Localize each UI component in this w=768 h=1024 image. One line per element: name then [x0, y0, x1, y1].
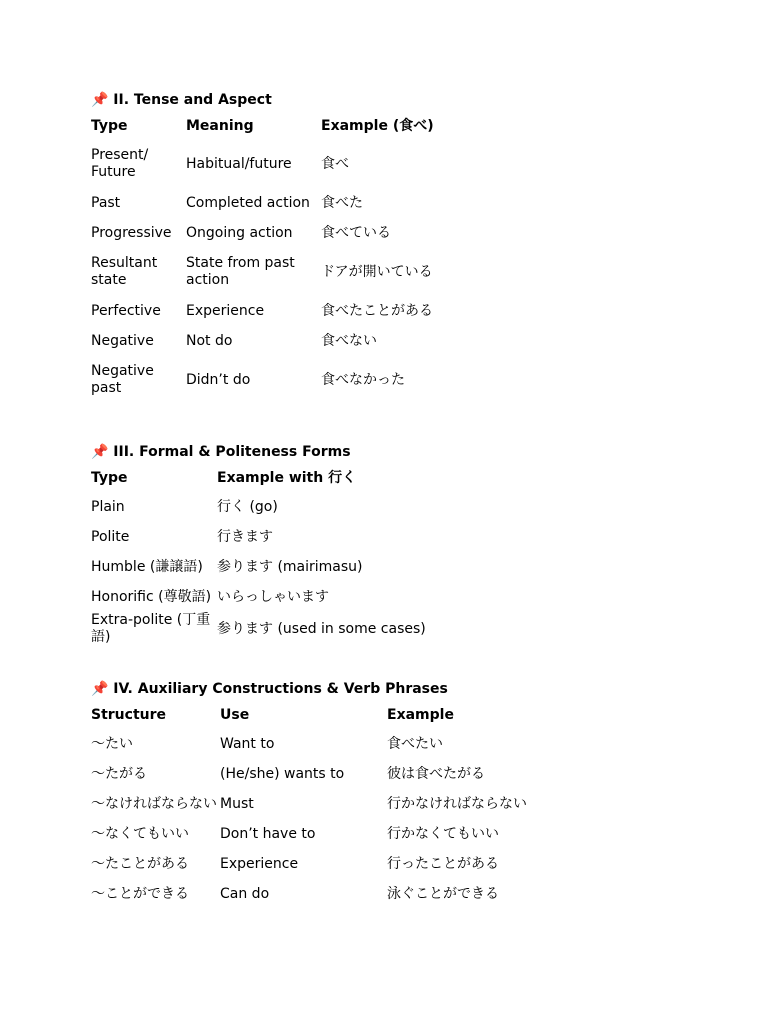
table-row [91, 552, 477, 582]
table-cell: Completed action [186, 194, 310, 211]
table-cell: Honorific (尊敬語) [91, 588, 212, 605]
section-title-auxiliary: 📌 IV. Auxiliary Constructions & Verb Phrases [91, 681, 448, 697]
table-cell: 行きます [217, 528, 273, 545]
table-cell: 〜たがる [91, 765, 147, 782]
table-cell: 行ったことがある [387, 855, 499, 872]
table-row [91, 582, 477, 612]
table-cell: Resultant state [91, 255, 158, 288]
column-header: Structure [91, 707, 167, 723]
table-cell: Didn’t do [186, 371, 251, 388]
column-header: Example (食べ) [321, 118, 434, 134]
table-cell: Negative [91, 332, 154, 349]
table-cell: Negative past [91, 363, 154, 396]
table-row [91, 140, 521, 188]
table-cell: 食べなかった [321, 371, 405, 388]
table-cell: 食べた [321, 194, 363, 211]
table-cell: 食べたことがある [321, 302, 433, 319]
table-cell: 〜たことがある [91, 855, 189, 872]
table-cell: Extra-polite (丁重語) [91, 612, 211, 645]
table-row [91, 522, 477, 552]
column-header: Type [91, 118, 128, 134]
table-cell: Not do [186, 332, 233, 349]
table-cell: 食べたい [387, 735, 443, 752]
table-cell: Polite [91, 528, 130, 545]
table-cell: Ongoing action [186, 224, 293, 241]
table-header-row [91, 707, 537, 729]
table-cell: 行かなくてもいい [387, 825, 499, 842]
table-cell: 〜たい [91, 735, 133, 752]
table-cell: 食べ [321, 155, 349, 172]
table-cell: Habitual/future [186, 155, 292, 172]
table-cell: Must [220, 795, 254, 812]
table-row [91, 612, 477, 646]
table-cell: Present/ Future [91, 147, 149, 180]
auxiliary-table [91, 707, 537, 909]
table-cell: 〜なくてもいい [91, 825, 189, 842]
section-title-politeness: 📌 III. Formal & Politeness Forms [91, 444, 351, 460]
table-cell: Plain [91, 498, 125, 515]
table-cell: 〜なければならない [91, 795, 217, 812]
table-header-row [91, 118, 521, 140]
table-row [91, 356, 521, 404]
table-row [91, 759, 537, 789]
table-cell: 参ります (used in some cases) [217, 620, 426, 637]
table-cell: 参ります (mairimasu) [217, 558, 363, 575]
table-cell: Past [91, 194, 121, 211]
table-cell: (He/she) wants to [220, 765, 345, 782]
table-row [91, 218, 521, 248]
table-row [91, 849, 537, 879]
table-cell: Don’t have to [220, 825, 316, 842]
table-cell: 〜ことができる [91, 885, 189, 902]
table-cell: Want to [220, 735, 275, 752]
politeness-table [91, 470, 477, 646]
table-cell: ドアが開いている [321, 263, 433, 280]
table-cell: 泳ぐことができる [387, 885, 499, 902]
table-cell: 行かなければならない [387, 795, 527, 812]
table-cell: 行く (go) [217, 498, 278, 515]
table-cell: 食べない [321, 332, 377, 349]
table-row [91, 248, 521, 296]
column-header: Meaning [186, 118, 254, 134]
table-row [91, 296, 521, 326]
table-row [91, 326, 521, 356]
table-row [91, 819, 537, 849]
table-cell: Experience [186, 302, 265, 319]
table-cell: State from past action [186, 255, 295, 288]
table-cell: いらっしゃいます [217, 588, 329, 605]
table-cell: Progressive [91, 224, 172, 241]
table-cell: 彼は食べたがる [387, 765, 485, 782]
table-row [91, 188, 521, 218]
table-cell: Experience [220, 855, 299, 872]
column-header: Example [387, 707, 454, 723]
tense-table [91, 118, 521, 404]
table-row [91, 879, 537, 909]
section-title-tense: 📌 II. Tense and Aspect [91, 92, 272, 108]
table-cell: Can do [220, 885, 270, 902]
column-header: Type [91, 470, 128, 486]
table-header-row [91, 470, 477, 492]
column-header: Example with 行く [217, 470, 357, 486]
table-row [91, 492, 477, 522]
table-cell: 食べている [321, 224, 391, 241]
table-row [91, 789, 537, 819]
table-cell: Humble (謙譲語) [91, 558, 203, 575]
column-header: Use [220, 707, 250, 723]
table-row [91, 729, 537, 759]
table-cell: Perfective [91, 302, 161, 319]
